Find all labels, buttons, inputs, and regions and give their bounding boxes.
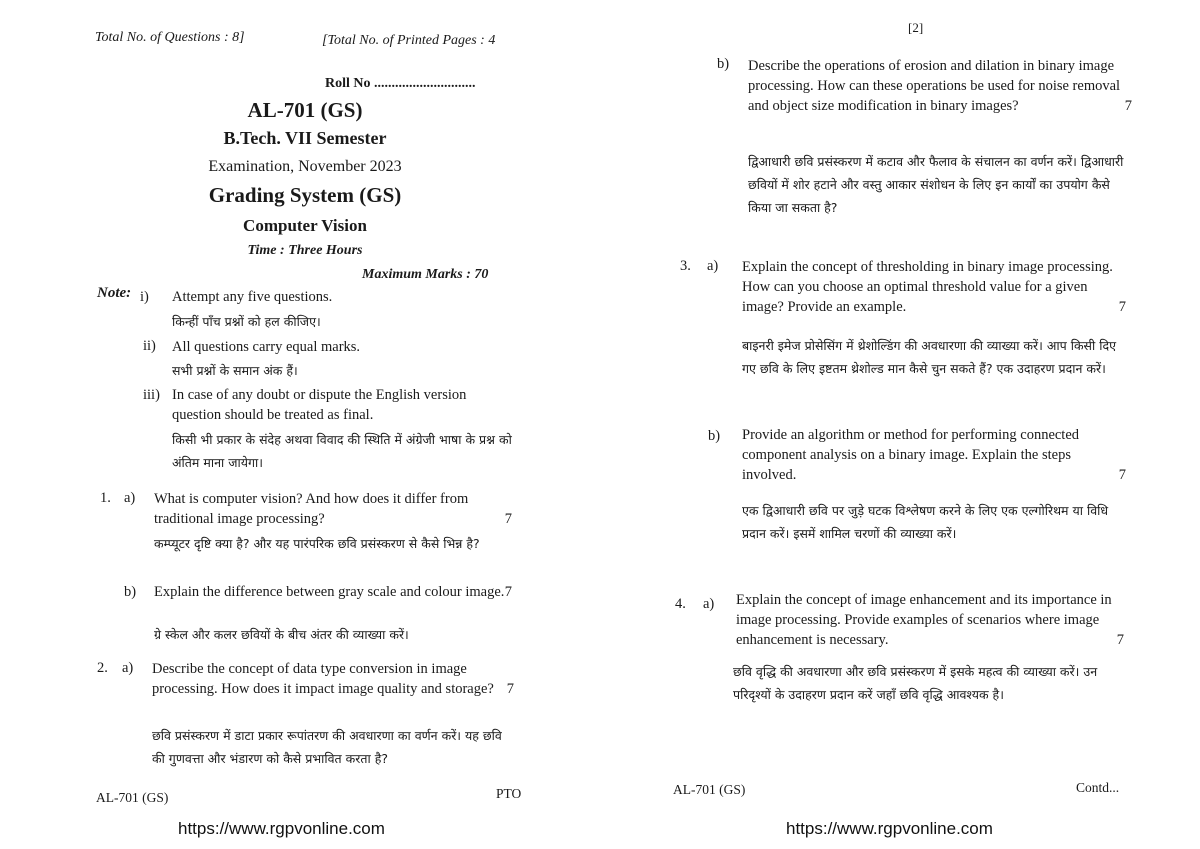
question-3b: [742, 425, 1126, 485]
question-4a-marks: 7: [1116, 632, 1124, 648]
question-3a-marks: 7: [1118, 299, 1126, 315]
question-3b-text: Provide an algorithm or method for performing connected component analysis on a binary image. Explain the steps involved.: [742, 427, 1080, 483]
time: Time : Three Hours: [247, 243, 363, 258]
note-label: Note:: [97, 285, 132, 301]
footer-contd: Contd...: [1076, 780, 1120, 795]
exam-title: Examination, November 2023: [208, 158, 402, 175]
question-2a-hindi: छवि प्रसंस्करण में डाटा प्रकार रूपांतरण की अवधारणा का वर्णन करें। यह छवि की गुणवत्ता और भंडारण को कैसे प्रभावित करता है?: [152, 728, 502, 766]
page-number: [2]: [908, 20, 924, 35]
question-3-number: 3.: [680, 258, 691, 274]
question-2b-part: b): [717, 56, 730, 72]
question-1a-text: What is computer vision? And how does it differ from traditional image processing?: [154, 491, 469, 527]
course: B.Tech. VII Semester: [223, 128, 387, 148]
note-2-en: All questions carry equal marks.: [172, 339, 361, 355]
grading-system: Grading System (GS): [208, 183, 402, 207]
question-2b-marks: 7: [1124, 98, 1132, 114]
question-2a-text: Describe the concept of data type conversion in image processing. How does it impact image quality and storage?: [152, 661, 494, 697]
note-3-num: iii): [143, 387, 160, 403]
question-1b-text: Explain the difference between gray scale and colour image.: [154, 584, 505, 600]
note-3-en: In case of any doubt or dispute the English version question should be treated as final.: [172, 387, 467, 423]
note-1-en: Attempt any five questions.: [172, 289, 333, 305]
question-4-number: 4.: [675, 596, 686, 612]
question-4a-part: a): [703, 596, 715, 612]
question-2a-part: a): [122, 660, 134, 676]
question-4a-text: Explain the concept of image enhancement and its importance in image processing. Provide examples of scenarios where image enhancement is necessary.: [736, 592, 1112, 648]
question-1b-part: b): [124, 584, 137, 600]
footer-code-right: AL-701 (GS): [673, 782, 746, 797]
question-1b-marks: 7: [504, 584, 512, 600]
question-3a-text: Explain the concept of thresholding in binary image processing. How can you choose an optimal threshold value for a given image? Provide an example.: [742, 259, 1113, 315]
note-1-hi: किन्हीं पाँच प्रश्नों को हल कीजिए।: [172, 314, 321, 329]
max-marks: Maximum Marks : 70: [362, 267, 489, 282]
question-2b-hindi: द्विआधारी छवि प्रसंस्करण में कटाव और फैलाव के संचालन का वर्णन करें। द्विआधारी छवियों में शोर हटाने और वस्तु आकार संशोधन के लिए इन कार्यों का उपयोग कैसे किया जा सकता है?: [748, 154, 1124, 215]
question-3a: [742, 257, 1126, 317]
subject: Computer Vision: [243, 216, 367, 235]
question-1-number: 1.: [100, 490, 111, 506]
question-1b: [154, 582, 512, 602]
footer-pto: PTO: [496, 786, 522, 801]
footer-url-right[interactable]: https://www.rgpvonline.com: [786, 819, 993, 838]
paper-code: AL-701 (GS): [247, 98, 363, 122]
footer-url-left[interactable]: https://www.rgpvonline.com: [178, 819, 385, 838]
note-2-hi: सभी प्रश्नों के समान अंक हैं।: [172, 363, 298, 378]
footer-code-left: AL-701 (GS): [96, 790, 169, 805]
total-questions: Total No. of Questions : 8]: [95, 30, 245, 45]
question-3a-part: a): [707, 258, 719, 274]
note-1-num: i): [140, 289, 149, 305]
question-1a-hindi: कम्प्यूटर दृष्टि क्या है? और यह पारंपरिक छवि प्रसंस्करण से कैसे भिन्न है?: [154, 536, 480, 551]
question-1a-marks: 7: [504, 511, 512, 527]
question-4a: [736, 590, 1124, 650]
note-2-num: ii): [143, 338, 156, 354]
question-3b-hindi: एक द्विआधारी छवि पर जुड़े घटक विश्लेषण करने के लिए एक एल्गोरिथम या विधि प्रदान करें। इसमें शामिल चरणों की व्याख्या करें।: [742, 503, 1109, 541]
question-1a-part: a): [124, 490, 136, 506]
question-1a: [154, 489, 512, 529]
question-3b-part: b): [708, 428, 721, 444]
note-3-hi: किसी भी प्रकार के संदेह अथवा विवाद की स्थिति में अंग्रेजी भाषा के प्रश्न को अंतिम माना जायेगा।: [172, 432, 512, 470]
total-pages: [Total No. of Printed Pages : 4: [322, 33, 496, 48]
question-4a-hindi: छवि वृद्धि की अवधारणा और छवि प्रसंस्करण में इसके महत्व की व्याख्या करें। उन परिदृश्यों के उदाहरण प्रदान करें जहाँ छवि वृद्धि आवश्यक है।: [733, 664, 1098, 702]
question-2b: [748, 56, 1132, 116]
right-page: [600, 0, 1200, 849]
question-3a-hindi: बाइनरी इमेज प्रोसेसिंग में थ्रेशोल्डिंग की अवधारणा की व्याख्या करें। आप किसी दिए गए छवि के लिए इष्टतम थ्रेशोल्ड मान कैसे चुन सकते हैं? एक उदाहरण प्रदान करें।: [742, 338, 1116, 376]
question-3b-marks: 7: [1118, 467, 1126, 483]
question-2b-text: Describe the operations of erosion and dilation in binary image processing. How can these operations be used for noise removal and object size modification in binary images?: [748, 58, 1121, 114]
question-2a-marks: 7: [506, 681, 514, 697]
roll-no: Roll No .............................: [325, 76, 476, 91]
question-2a: [152, 659, 514, 699]
question-2-number: 2.: [97, 660, 108, 676]
question-1b-hindi: ग्रे स्केल और कलर छवियों के बीच अंतर की व्याख्या करें।: [154, 627, 409, 642]
